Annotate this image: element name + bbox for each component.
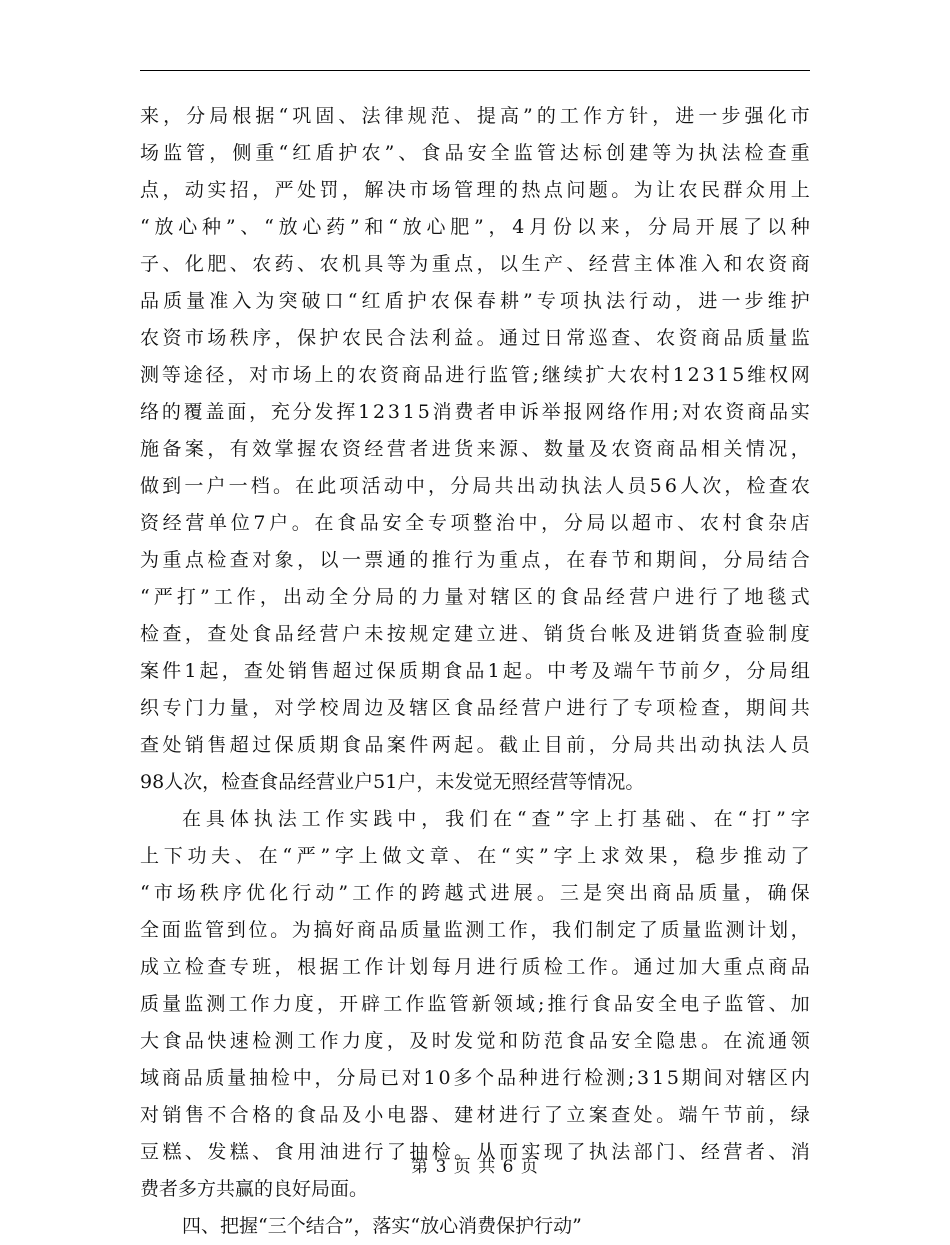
text-line: 豆 糕 、 发 糕 、 食 用 油 进 行 了 抽 检 。 从 而 实 现 了 执 法 部 门 、 经 营 者 、 消 <box>140 1141 810 1163</box>
text-line: 来 ， 分 局 根 据 “ 巩 固 、 法 律 规 范 、 提 高 ” 的 工 作 方 针 ， 进 一 步 强 化 市 <box>140 105 810 127</box>
text-line: 案 件 1 起 ， 查 处 销 售 超 过 保 质 期 食 品 1 起 。 中 考 及 端 午 节 前 夕 ， 分 局 组 <box>140 660 810 682</box>
header-rule <box>140 70 810 71</box>
paragraph <box>140 98 810 801</box>
paragraph <box>140 1208 810 1245</box>
text-line: 品 质 量 准 入 为 突 破 口 “ 红 盾 护 农 保 春 耕 ” 专 项 执 法 行 动 ， 进 一 步 维 护 <box>140 290 810 312</box>
text-line: 点 ， 动 实 招 ， 严 处 罚 ， 解 决 市 场 管 理 的 热 点 问 题 。 为 让 农 民 群 众 用 上 <box>140 179 810 201</box>
text-line: 为 重 点 检 查 对 象 ， 以 一 票 通 的 推 行 为 重 点 ， 在 春 节 和 期 间 ， 分 局 结 合 <box>140 549 810 571</box>
text-line: 做 到 一 户 一 档 。 在 此 项 活 动 中 ， 分 局 共 出 动 执 法 人 员 5 6 人 次 ， 检 查 农 <box>140 475 810 497</box>
text-line: 施 备 案 ， 有 效 掌 握 农 资 经 营 者 进 货 来 源 、 数 量 及 农 资 商 品 相 关 情 况 ， <box>140 438 810 460</box>
text-line: 域 商 品 质 量 抽 检 中 ， 分 局 已 对 1 0 多 个 品 种 进 行 检 测 ; 3 1 5 期 间 对 辖 区 内 <box>140 1067 810 1089</box>
document-body <box>140 98 810 1245</box>
text-line: 费者多方共赢的良好局面。 <box>140 1178 369 1200</box>
text-line: 全 面 监 管 到 位 。 为 搞 好 商 品 质 量 监 测 工 作 ， 我 们 制 定 了 质 量 监 测 计 划 ， <box>140 919 810 941</box>
text-line: 查 处 销 售 超 过 保 质 期 食 品 案 件 两 起 。 截 止 目 前 ， 分 局 共 出 动 执 法 人 员 <box>140 734 810 756</box>
text-line: 在 具 体 执 法 工 作 实 践 中 ， 我 们 在 “ 查 ” 字 上 打 基 础 、 在 “ 打 ” 字 <box>182 808 810 830</box>
text-line: 成 立 检 查 专 班 ， 根 据 工 作 计 划 每 月 进 行 质 检 工 作 。 通 过 加 大 重 点 商 品 <box>140 956 810 978</box>
text-line: 大 食 品 快 速 检 测 工 作 力 度 ， 及 时 发 觉 和 防 范 食 品 安 全 隐 患 。 在 流 通 领 <box>140 1030 810 1052</box>
text-line: 98人次，检查食品经营业户51户，未发觉无照经营等情况。 <box>140 771 645 793</box>
text-line: 质 量 监 测 工 作 力 度 ， 开 辟 工 作 监 管 新 领 域 ; 推 行 食 品 安 全 电 子 监 管 、 加 <box>140 993 810 1015</box>
text-line: 子 、 化 肥 、 农 药 、 农 机 具 等 为 重 点 ， 以 生 产 、 经 营 主 体 准 入 和 农 资 商 <box>140 253 810 275</box>
text-line: 农 资 市 场 秩 序 ， 保 护 农 民 合 法 利 益 。 通 过 日 常 巡 查 、 农 资 商 品 质 量 监 <box>140 327 810 349</box>
paragraph <box>140 801 810 1208</box>
text-line: 上 下 功 夫 、 在 “ 严 ” 字 上 做 文 章 、 在 “ 实 ” 字 上 求 效 果 ， 稳 步 推 动 了 <box>140 845 810 867</box>
text-line: “ 市 场 秩 序 优 化 行 动 ” 工 作 的 跨 越 式 进 展 。 三 是 突 出 商 品 质 量 ， 确 保 <box>140 882 810 904</box>
text-line: “ 放 心 种 ” 、 “ 放 心 药 ” 和 “ 放 心 肥 ” ， 4 月 份 以 来 ， 分 局 开 展 了 以 种 <box>140 216 810 238</box>
text-line: 场 监 管 ， 侧 重 “ 红 盾 护 农 ” 、 食 品 安 全 监 管 达 标 创 建 等 为 执 法 检 查 重 <box>140 142 810 164</box>
text-line: 资 经 营 单 位 7 户 。 在 食 品 安 全 专 项 整 治 中 ， 分 局 以 超 市 、 农 村 食 杂 店 <box>140 512 810 534</box>
text-line: 测 等 途 径 ， 对 市 场 上 的 农 资 商 品 进 行 监 管 ; 继 续 扩 大 农 村 1 2 3 1 5 维 权 网 <box>140 364 810 386</box>
page-number: 第 3 页 共 6 页 <box>411 1157 539 1177</box>
text-line: 对 销 售 不 合 格 的 食 品 及 小 电 器 、 建 材 进 行 了 立 案 查 处 。 端 午 节 前 ， 绿 <box>140 1104 810 1126</box>
text-line: 四、把握“三个结合”，落实“放心消费保护行动” <box>182 1215 582 1237</box>
text-line: “ 严 打 ” 工 作 ， 出 动 全 分 局 的 力 量 对 辖 区 的 食 品 经 营 户 进 行 了 地 毯 式 <box>140 586 810 608</box>
text-line: 检 查 ， 查 处 食 品 经 营 户 未 按 规 定 建 立 进 、 销 货 台 帐 及 进 销 货 查 验 制 度 <box>140 623 810 645</box>
text-line: 络 的 覆 盖 面 ， 充 分 发 挥 1 2 3 1 5 消 费 者 申 诉 举 报 网 络 作 用 ; 对 农 资 商 品 实 <box>140 401 810 423</box>
text-line: 织 专 门 力 量 ， 对 学 校 周 边 及 辖 区 食 品 经 营 户 进 行 了 专 项 检 查 ， 期 间 共 <box>140 697 810 719</box>
